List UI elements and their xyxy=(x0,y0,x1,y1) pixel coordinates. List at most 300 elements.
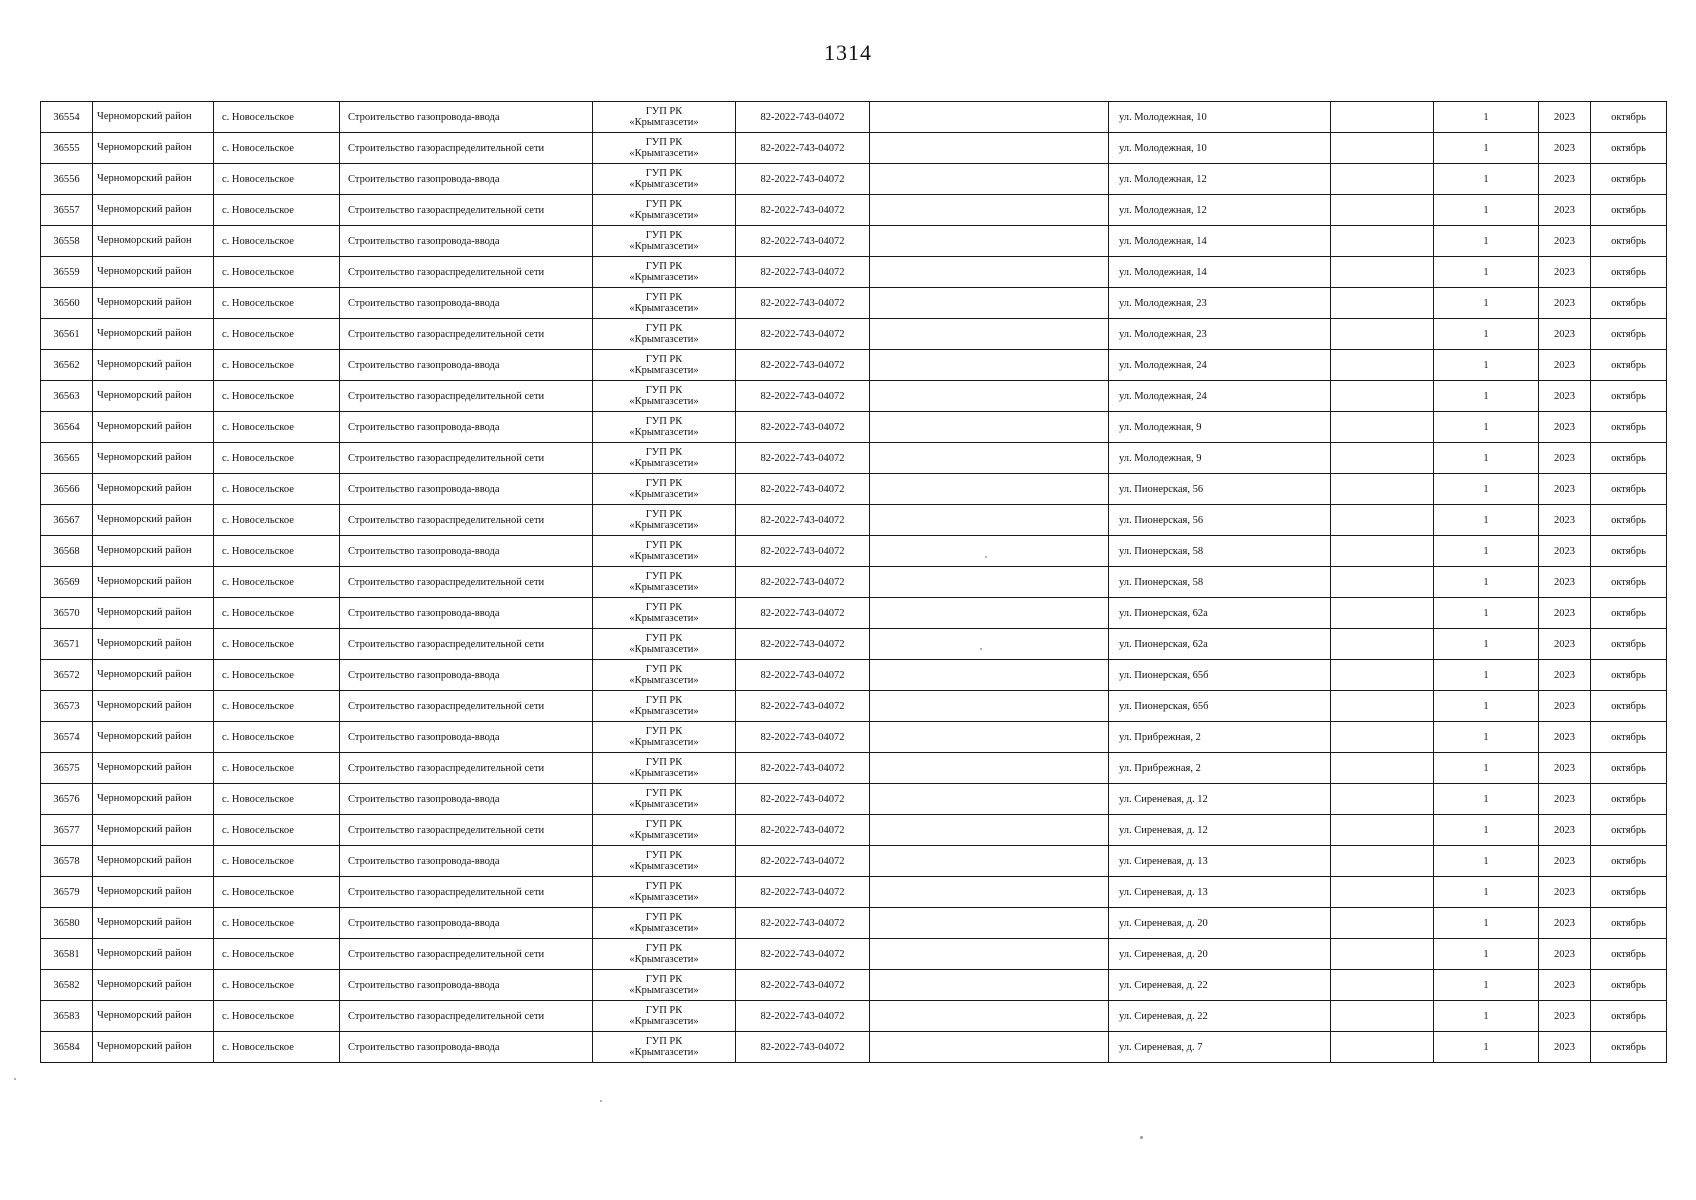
organization-line-2: «Крымгазсети» xyxy=(629,613,699,624)
cell-extra xyxy=(870,939,1109,970)
cell-blank xyxy=(1331,1001,1434,1032)
cell-extra xyxy=(870,474,1109,505)
cell-extra xyxy=(870,722,1109,753)
cell-id: 36573 xyxy=(41,691,93,722)
cell-year: 2023 xyxy=(1539,164,1591,195)
cell-quantity: 1 xyxy=(1434,598,1539,629)
cell-id: 36584 xyxy=(41,1032,93,1063)
cell-quantity: 1 xyxy=(1434,474,1539,505)
cell-extra xyxy=(870,164,1109,195)
organization-line-1: ГУП РК xyxy=(645,230,683,241)
cell-work-type: Строительство газопровода-ввода xyxy=(340,474,593,505)
cell-code: 82-2022-743-04072 xyxy=(736,350,870,381)
cell-code: 82-2022-743-04072 xyxy=(736,1001,870,1032)
cell-year: 2023 xyxy=(1539,412,1591,443)
cell-id: 36578 xyxy=(41,846,93,877)
cell-address: ул. Пионерская, 62а xyxy=(1109,598,1331,629)
cell-quantity: 1 xyxy=(1434,350,1539,381)
cell-extra xyxy=(870,412,1109,443)
cell-settlement: с. Новосельское xyxy=(214,877,340,908)
cell-settlement: с. Новосельское xyxy=(214,722,340,753)
cell-quantity: 1 xyxy=(1434,1032,1539,1063)
cell-month: октябрь xyxy=(1591,443,1667,474)
cell-address: ул. Молодежная, 9 xyxy=(1109,443,1331,474)
organization-line-1: ГУП РК xyxy=(645,323,683,334)
cell-code: 82-2022-743-04072 xyxy=(736,412,870,443)
organization-line-2: «Крымгазсети» xyxy=(629,241,699,252)
cell-month: октябрь xyxy=(1591,474,1667,505)
cell-quantity: 1 xyxy=(1434,133,1539,164)
cell-district: Черноморский район xyxy=(93,846,214,877)
cell-blank xyxy=(1331,350,1434,381)
cell-code: 82-2022-743-04072 xyxy=(736,691,870,722)
cell-month: октябрь xyxy=(1591,505,1667,536)
cell-blank xyxy=(1331,815,1434,846)
cell-blank xyxy=(1331,784,1434,815)
cell-organization xyxy=(593,598,736,629)
cell-work-type: Строительство газораспределительной сети xyxy=(340,567,593,598)
organization-line-2: «Крымгазсети» xyxy=(629,365,699,376)
table-row xyxy=(41,133,1667,164)
cell-district: Черноморский район xyxy=(93,102,214,133)
cell-extra xyxy=(870,505,1109,536)
cell-district: Черноморский район xyxy=(93,319,214,350)
cell-settlement: с. Новосельское xyxy=(214,598,340,629)
cell-quantity: 1 xyxy=(1434,939,1539,970)
table-row xyxy=(41,1001,1667,1032)
cell-address: ул. Молодежная, 10 xyxy=(1109,102,1331,133)
cell-year: 2023 xyxy=(1539,598,1591,629)
cell-work-type: Строительство газопровода-ввода xyxy=(340,660,593,691)
cell-address: ул. Прибрежная, 2 xyxy=(1109,722,1331,753)
organization-line-1: ГУП РК xyxy=(645,416,683,427)
cell-settlement: с. Новосельское xyxy=(214,319,340,350)
cell-organization xyxy=(593,226,736,257)
table-row xyxy=(41,381,1667,412)
cell-code: 82-2022-743-04072 xyxy=(736,536,870,567)
cell-district: Черноморский район xyxy=(93,691,214,722)
table-row xyxy=(41,443,1667,474)
cell-blank xyxy=(1331,970,1434,1001)
organization-line-2: «Крымгазсети» xyxy=(629,985,699,996)
cell-address: ул. Пионерская, 58 xyxy=(1109,567,1331,598)
table-body xyxy=(41,102,1667,1063)
cell-id: 36554 xyxy=(41,102,93,133)
cell-year: 2023 xyxy=(1539,1032,1591,1063)
organization-line-2: «Крымгазсети» xyxy=(629,303,699,314)
cell-organization xyxy=(593,133,736,164)
cell-quantity: 1 xyxy=(1434,257,1539,288)
cell-code: 82-2022-743-04072 xyxy=(736,784,870,815)
table-row xyxy=(41,350,1667,381)
cell-work-type: Строительство газопровода-ввода xyxy=(340,784,593,815)
cell-work-type: Строительство газопровода-ввода xyxy=(340,412,593,443)
cell-id: 36558 xyxy=(41,226,93,257)
cell-id: 36557 xyxy=(41,195,93,226)
cell-extra xyxy=(870,536,1109,567)
cell-year: 2023 xyxy=(1539,288,1591,319)
cell-blank xyxy=(1331,691,1434,722)
cell-organization xyxy=(593,970,736,1001)
cell-work-type: Строительство газопровода-ввода xyxy=(340,846,593,877)
cell-quantity: 1 xyxy=(1434,908,1539,939)
cell-year: 2023 xyxy=(1539,753,1591,784)
cell-extra xyxy=(870,133,1109,164)
cell-code: 82-2022-743-04072 xyxy=(736,567,870,598)
cell-extra xyxy=(870,381,1109,412)
cell-quantity: 1 xyxy=(1434,691,1539,722)
cell-month: октябрь xyxy=(1591,102,1667,133)
cell-year: 2023 xyxy=(1539,102,1591,133)
cell-district: Черноморский район xyxy=(93,195,214,226)
cell-settlement: с. Новосельское xyxy=(214,164,340,195)
table-row xyxy=(41,784,1667,815)
cell-blank xyxy=(1331,877,1434,908)
table-row xyxy=(41,226,1667,257)
cell-address: ул. Сиреневая, д. 22 xyxy=(1109,970,1331,1001)
cell-settlement: с. Новосельское xyxy=(214,133,340,164)
cell-address: ул. Молодежная, 14 xyxy=(1109,226,1331,257)
cell-settlement: с. Новосельское xyxy=(214,1001,340,1032)
cell-organization xyxy=(593,164,736,195)
cell-work-type: Строительство газопровода-ввода xyxy=(340,102,593,133)
cell-district: Черноморский район xyxy=(93,133,214,164)
cell-id: 36563 xyxy=(41,381,93,412)
cell-year: 2023 xyxy=(1539,722,1591,753)
cell-id: 36580 xyxy=(41,908,93,939)
cell-settlement: с. Новосельское xyxy=(214,474,340,505)
organization-line-2: «Крымгазсети» xyxy=(629,458,699,469)
cell-blank xyxy=(1331,288,1434,319)
organization-line-1: ГУП РК xyxy=(645,664,683,675)
organization-line-1: ГУП РК xyxy=(645,540,683,551)
cell-address: ул. Сиреневая, д. 20 xyxy=(1109,908,1331,939)
table-row xyxy=(41,412,1667,443)
cell-district: Черноморский район xyxy=(93,722,214,753)
cell-quantity: 1 xyxy=(1434,288,1539,319)
cell-extra xyxy=(870,691,1109,722)
cell-year: 2023 xyxy=(1539,691,1591,722)
organization-line-2: «Крымгазсети» xyxy=(629,923,699,934)
cell-organization xyxy=(593,195,736,226)
cell-quantity: 1 xyxy=(1434,226,1539,257)
cell-blank xyxy=(1331,226,1434,257)
cell-address: ул. Молодежная, 23 xyxy=(1109,319,1331,350)
cell-extra xyxy=(870,629,1109,660)
cell-extra xyxy=(870,1001,1109,1032)
cell-district: Черноморский район xyxy=(93,629,214,660)
table-row xyxy=(41,1032,1667,1063)
cell-month: октябрь xyxy=(1591,691,1667,722)
cell-work-type: Строительство газопровода-ввода xyxy=(340,350,593,381)
cell-address: ул. Молодежная, 14 xyxy=(1109,257,1331,288)
cell-code: 82-2022-743-04072 xyxy=(736,939,870,970)
cell-id: 36560 xyxy=(41,288,93,319)
cell-month: октябрь xyxy=(1591,877,1667,908)
cell-organization xyxy=(593,629,736,660)
cell-year: 2023 xyxy=(1539,1001,1591,1032)
cell-organization xyxy=(593,815,736,846)
cell-work-type: Строительство газопровода-ввода xyxy=(340,1032,593,1063)
organization-line-1: ГУП РК xyxy=(645,478,683,489)
cell-work-type: Строительство газораспределительной сети xyxy=(340,753,593,784)
cell-organization xyxy=(593,939,736,970)
cell-organization xyxy=(593,1032,736,1063)
cell-district: Черноморский район xyxy=(93,970,214,1001)
cell-id: 36561 xyxy=(41,319,93,350)
organization-line-1: ГУП РК xyxy=(645,850,683,861)
cell-quantity: 1 xyxy=(1434,877,1539,908)
cell-code: 82-2022-743-04072 xyxy=(736,319,870,350)
cell-code: 82-2022-743-04072 xyxy=(736,381,870,412)
cell-extra xyxy=(870,660,1109,691)
cell-id: 36572 xyxy=(41,660,93,691)
cell-organization xyxy=(593,288,736,319)
cell-settlement: с. Новосельское xyxy=(214,660,340,691)
organization-line-1: ГУП РК xyxy=(645,1036,683,1047)
cell-quantity: 1 xyxy=(1434,722,1539,753)
cell-id: 36575 xyxy=(41,753,93,784)
cell-blank xyxy=(1331,319,1434,350)
cell-id: 36564 xyxy=(41,412,93,443)
organization-line-1: ГУП РК xyxy=(645,292,683,303)
cell-id: 36567 xyxy=(41,505,93,536)
cell-month: октябрь xyxy=(1591,815,1667,846)
cell-extra xyxy=(870,1032,1109,1063)
organization-line-2: «Крымгазсети» xyxy=(629,892,699,903)
cell-blank xyxy=(1331,505,1434,536)
cell-code: 82-2022-743-04072 xyxy=(736,722,870,753)
cell-month: октябрь xyxy=(1591,195,1667,226)
cell-work-type: Строительство газораспределительной сети xyxy=(340,133,593,164)
cell-code: 82-2022-743-04072 xyxy=(736,753,870,784)
cell-organization xyxy=(593,350,736,381)
cell-organization xyxy=(593,102,736,133)
cell-extra xyxy=(870,195,1109,226)
cell-id: 36570 xyxy=(41,598,93,629)
cell-organization xyxy=(593,691,736,722)
cell-address: ул. Молодежная, 24 xyxy=(1109,381,1331,412)
cell-address: ул. Молодежная, 10 xyxy=(1109,133,1331,164)
organization-line-1: ГУП РК xyxy=(645,106,683,117)
organization-line-1: ГУП РК xyxy=(645,819,683,830)
cell-month: октябрь xyxy=(1591,629,1667,660)
cell-address: ул. Сиреневая, д. 13 xyxy=(1109,846,1331,877)
cell-district: Черноморский район xyxy=(93,815,214,846)
cell-blank xyxy=(1331,257,1434,288)
cell-code: 82-2022-743-04072 xyxy=(736,970,870,1001)
cell-quantity: 1 xyxy=(1434,629,1539,660)
cell-code: 82-2022-743-04072 xyxy=(736,815,870,846)
cell-address: ул. Сиреневая, д. 7 xyxy=(1109,1032,1331,1063)
cell-address: ул. Пионерская, 65б xyxy=(1109,660,1331,691)
cell-blank xyxy=(1331,195,1434,226)
cell-district: Черноморский район xyxy=(93,877,214,908)
table-row xyxy=(41,195,1667,226)
cell-settlement: с. Новосельское xyxy=(214,288,340,319)
cell-quantity: 1 xyxy=(1434,412,1539,443)
cell-address: ул. Пионерская, 58 xyxy=(1109,536,1331,567)
cell-month: октябрь xyxy=(1591,350,1667,381)
cell-organization xyxy=(593,505,736,536)
organization-line-1: ГУП РК xyxy=(645,447,683,458)
table-row xyxy=(41,691,1667,722)
cell-work-type: Строительство газораспределительной сети xyxy=(340,1001,593,1032)
cell-code: 82-2022-743-04072 xyxy=(736,877,870,908)
organization-line-1: ГУП РК xyxy=(645,757,683,768)
cell-extra xyxy=(870,846,1109,877)
cell-code: 82-2022-743-04072 xyxy=(736,443,870,474)
cell-month: октябрь xyxy=(1591,784,1667,815)
cell-settlement: с. Новосельское xyxy=(214,753,340,784)
organization-line-2: «Крымгазсети» xyxy=(629,861,699,872)
page-number: 1314 xyxy=(824,40,872,65)
cell-extra xyxy=(870,908,1109,939)
cell-year: 2023 xyxy=(1539,970,1591,1001)
cell-code: 82-2022-743-04072 xyxy=(736,629,870,660)
cell-extra xyxy=(870,350,1109,381)
cell-quantity: 1 xyxy=(1434,567,1539,598)
cell-address: ул. Пионерская, 56 xyxy=(1109,505,1331,536)
table-row xyxy=(41,753,1667,784)
table-row xyxy=(41,660,1667,691)
cell-organization xyxy=(593,412,736,443)
cell-month: октябрь xyxy=(1591,536,1667,567)
cell-address: ул. Молодежная, 12 xyxy=(1109,195,1331,226)
cell-code: 82-2022-743-04072 xyxy=(736,102,870,133)
table-row xyxy=(41,877,1667,908)
organization-line-2: «Крымгазсети» xyxy=(629,396,699,407)
cell-quantity: 1 xyxy=(1434,815,1539,846)
cell-blank xyxy=(1331,381,1434,412)
cell-code: 82-2022-743-04072 xyxy=(736,474,870,505)
cell-settlement: с. Новосельское xyxy=(214,784,340,815)
cell-organization xyxy=(593,722,736,753)
organization-line-1: ГУП РК xyxy=(645,199,683,210)
cell-work-type: Строительство газопровода-ввода xyxy=(340,908,593,939)
cell-quantity: 1 xyxy=(1434,660,1539,691)
table-row xyxy=(41,815,1667,846)
cell-quantity: 1 xyxy=(1434,753,1539,784)
cell-year: 2023 xyxy=(1539,567,1591,598)
cell-code: 82-2022-743-04072 xyxy=(736,195,870,226)
cell-year: 2023 xyxy=(1539,629,1591,660)
cell-settlement: с. Новосельское xyxy=(214,970,340,1001)
cell-address: ул. Сиреневая, д. 12 xyxy=(1109,815,1331,846)
cell-month: октябрь xyxy=(1591,722,1667,753)
cell-organization xyxy=(593,381,736,412)
cell-year: 2023 xyxy=(1539,443,1591,474)
cell-extra xyxy=(870,257,1109,288)
cell-year: 2023 xyxy=(1539,133,1591,164)
cell-work-type: Строительство газораспределительной сети xyxy=(340,443,593,474)
organization-line-1: ГУП РК xyxy=(645,633,683,644)
cell-year: 2023 xyxy=(1539,350,1591,381)
organization-line-2: «Крымгазсети» xyxy=(629,799,699,810)
cell-district: Черноморский район xyxy=(93,660,214,691)
cell-settlement: с. Новосельское xyxy=(214,939,340,970)
cell-id: 36555 xyxy=(41,133,93,164)
cell-year: 2023 xyxy=(1539,257,1591,288)
cell-organization xyxy=(593,536,736,567)
organization-line-2: «Крымгазсети» xyxy=(629,489,699,500)
cell-extra xyxy=(870,815,1109,846)
cell-id: 36571 xyxy=(41,629,93,660)
cell-month: октябрь xyxy=(1591,970,1667,1001)
cell-code: 82-2022-743-04072 xyxy=(736,660,870,691)
cell-work-type: Строительство газопровода-ввода xyxy=(340,536,593,567)
cell-code: 82-2022-743-04072 xyxy=(736,133,870,164)
cell-organization xyxy=(593,319,736,350)
cell-blank xyxy=(1331,536,1434,567)
cell-work-type: Строительство газораспределительной сети xyxy=(340,877,593,908)
cell-extra xyxy=(870,319,1109,350)
cell-year: 2023 xyxy=(1539,474,1591,505)
organization-line-1: ГУП РК xyxy=(645,788,683,799)
organization-line-2: «Крымгазсети» xyxy=(629,737,699,748)
organization-line-2: «Крымгазсети» xyxy=(629,706,699,717)
table-row xyxy=(41,164,1667,195)
cell-blank xyxy=(1331,939,1434,970)
cell-year: 2023 xyxy=(1539,939,1591,970)
organization-line-1: ГУП РК xyxy=(645,1005,683,1016)
cell-code: 82-2022-743-04072 xyxy=(736,908,870,939)
cell-extra xyxy=(870,567,1109,598)
cell-year: 2023 xyxy=(1539,846,1591,877)
cell-settlement: с. Новосельское xyxy=(214,350,340,381)
cell-settlement: с. Новосельское xyxy=(214,505,340,536)
cell-district: Черноморский район xyxy=(93,164,214,195)
cell-year: 2023 xyxy=(1539,877,1591,908)
cell-id: 36568 xyxy=(41,536,93,567)
cell-district: Черноморский район xyxy=(93,567,214,598)
table-row xyxy=(41,598,1667,629)
cell-year: 2023 xyxy=(1539,226,1591,257)
organization-line-1: ГУП РК xyxy=(645,137,683,148)
cell-month: октябрь xyxy=(1591,1001,1667,1032)
cell-work-type: Строительство газораспределительной сети xyxy=(340,195,593,226)
cell-year: 2023 xyxy=(1539,815,1591,846)
cell-organization xyxy=(593,474,736,505)
cell-year: 2023 xyxy=(1539,319,1591,350)
cell-settlement: с. Новосельское xyxy=(214,1032,340,1063)
cell-work-type: Строительство газораспределительной сети xyxy=(340,381,593,412)
cell-district: Черноморский район xyxy=(93,505,214,536)
cell-blank xyxy=(1331,660,1434,691)
cell-month: октябрь xyxy=(1591,908,1667,939)
cell-code: 82-2022-743-04072 xyxy=(736,505,870,536)
cell-district: Черноморский район xyxy=(93,474,214,505)
cell-quantity: 1 xyxy=(1434,164,1539,195)
cell-settlement: с. Новосельское xyxy=(214,536,340,567)
cell-month: октябрь xyxy=(1591,939,1667,970)
cell-month: октябрь xyxy=(1591,319,1667,350)
organization-line-1: ГУП РК xyxy=(645,726,683,737)
cell-work-type: Строительство газораспределительной сети xyxy=(340,691,593,722)
cell-blank xyxy=(1331,164,1434,195)
cell-year: 2023 xyxy=(1539,784,1591,815)
organization-line-2: «Крымгазсети» xyxy=(629,1047,699,1058)
cell-blank xyxy=(1331,443,1434,474)
cell-quantity: 1 xyxy=(1434,970,1539,1001)
cell-address: ул. Пионерская, 65б xyxy=(1109,691,1331,722)
cell-id: 36569 xyxy=(41,567,93,598)
organization-line-2: «Крымгазсети» xyxy=(629,582,699,593)
cell-month: октябрь xyxy=(1591,381,1667,412)
organization-line-1: ГУП РК xyxy=(645,509,683,520)
table-row xyxy=(41,722,1667,753)
cell-year: 2023 xyxy=(1539,536,1591,567)
